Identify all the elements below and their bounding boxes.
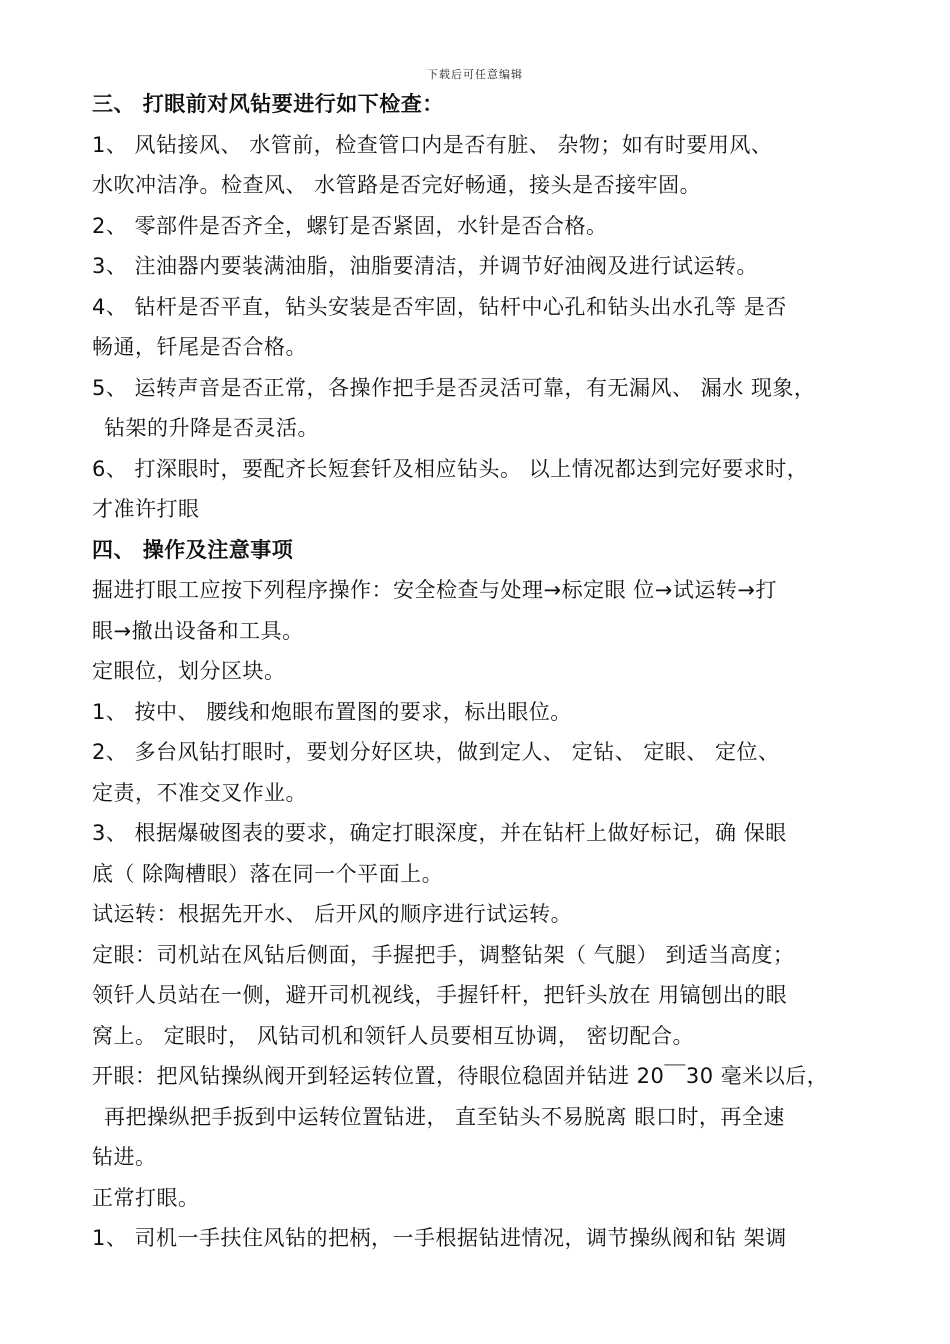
text-line: 钻架的升降是否灵活。 [104, 416, 319, 440]
text-line: 眼→撤出设备和工具。 [92, 618, 304, 643]
text-line: 钻进。 [92, 1145, 157, 1169]
text-line: 3、 根据爆破图表的要求，确定打眼深度，并在钻杆上做好标记，确 保眼 [92, 821, 787, 845]
text-line: 定眼位，划分区块。 [92, 659, 286, 683]
section-heading-3: 三、 打眼前对风钻要进行如下检查： [92, 92, 444, 116]
text-line: 1、 风钻接风、 水管前，检查管口内是否有脏、 杂物；如有时要用风、 [92, 132, 773, 157]
text-line: 正常打眼。 [92, 1185, 200, 1210]
text-line: 2、 零部件是否齐全，螺钉是否紧固，水针是否合格。 [92, 213, 608, 238]
text-line: 6、 打深眼时，要配齐长短套钎及相应钻头。 以上情况都达到完好要求时， [92, 456, 809, 481]
section-heading-4: 四、 操作及注意事项 [92, 537, 294, 562]
text-line: 5、 运转声音是否正常，各操作把手是否灵活可靠，有无漏风、 漏水 现象， [92, 375, 816, 400]
text-line: 才准许打眼 [92, 497, 200, 521]
text-line: 领钎人员站在一侧，避开司机视线，手握钎杆，把钎头放在 用镐刨出的眼 [92, 983, 788, 1007]
text-line: 开眼：把风钻操纵阀开到轻运转位置，待眼位稳固并钻进 20￣30 毫米以后， [92, 1064, 829, 1088]
text-line: 再把操纵把手扳到中运转位置钻进， 直至钻头不易脱离 眼口时，再全速 [104, 1104, 785, 1129]
text-line: 窝上。 定眼时， 风钻司机和领钎人员要相互协调， 密切配合。 [92, 1023, 695, 1048]
text-line: 定责，不准交叉作业。 [92, 780, 307, 805]
text-line: 掘进打眼工应按下列程序操作：安全检查与处理→标定眼 位→试运转→打 [92, 578, 777, 602]
text-line: 试运转：根据先开水、 后开风的顺序进行试运转。 [92, 902, 573, 926]
document-body [92, 84, 882, 1259]
text-line: 4、 钻杆是否平直，钻头安装是否牢固，钻杆中心孔和钻头出水孔等 是否 [92, 294, 787, 319]
text-line: 底（ 除陶槽眼）落在同一个平面上。 [92, 861, 444, 886]
text-line: 水吹冲洁净。检查风、 水管路是否完好畅通，接头是否接牢固。 [92, 173, 702, 197]
text-line: 畅通，钎尾是否合格。 [92, 335, 307, 359]
text-line: 1、 按中、 腰线和炮眼布置图的要求，标出眼位。 [92, 699, 572, 724]
text-line: 3、 注油器内要装满油脂，油脂要清洁，并调节好油阀及进行试运转。 [92, 254, 759, 278]
text-line: 1、 司机一手扶住风钻的把柄，一手根据钻进情况，调节操纵阀和钻 架调 [92, 1226, 787, 1250]
download-note: 下载后可任意编辑 [427, 68, 523, 81]
text-line: 定眼：司机站在风钻后侧面，手握把手，调整钻架（ 气腿） 到适当高度； [92, 942, 795, 967]
text-line: 2、 多台风钻打眼时，要划分好区块，做到定人、 定钻、 定眼、 定位、 [92, 740, 780, 764]
